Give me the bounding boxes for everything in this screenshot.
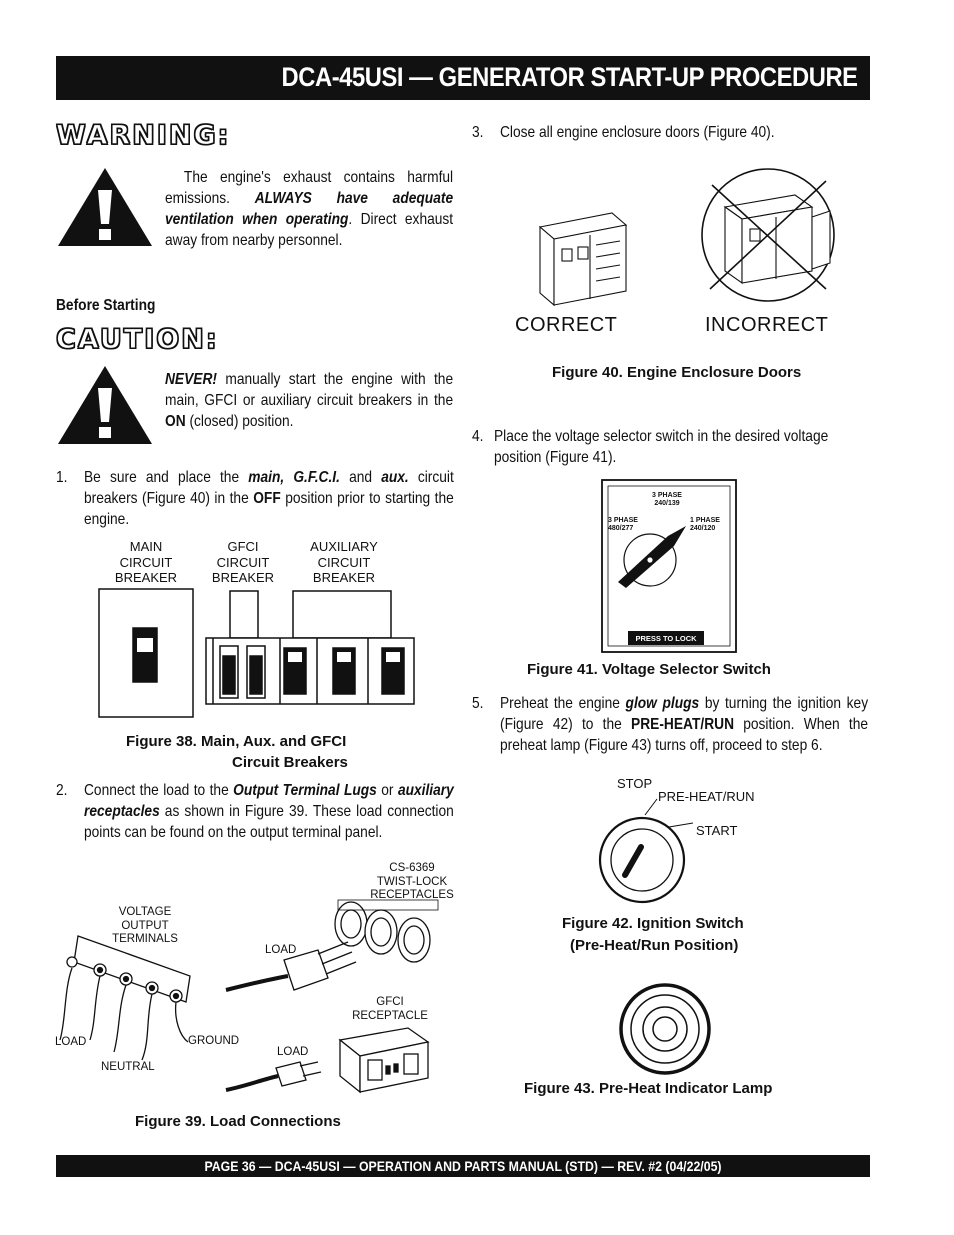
load-connections-figure [56, 890, 466, 1100]
circuit-breakers-figure [96, 586, 418, 722]
gfci-receptacle [340, 1028, 428, 1092]
fig41-right-label: 1 PHASE 240/120 [690, 517, 720, 532]
caution-heading: CAUTION: [56, 324, 219, 355]
warning-heading: WARNING: [56, 120, 231, 151]
fig42-caption-1: Figure 42. Ignition Switch [562, 915, 744, 932]
gfci-aux-breaker-bank [206, 591, 414, 704]
fig43-caption: Figure 43. Pre-Heat Indicator Lamp [524, 1080, 773, 1097]
caution-triangle-icon [56, 364, 154, 446]
fig40-correct-label: CORRECT [515, 314, 618, 336]
step-1-number: 1. [56, 469, 68, 486]
step-2-number: 2. [56, 782, 68, 799]
fig39-voltage-terminals-label: VOLTAGE OUTPUT TERMINALS [112, 906, 178, 945]
main-breaker [99, 589, 193, 717]
warning-text-1: The engine's exhaust contains harmful emissions. [165, 169, 454, 207]
warning-emphasis: ALWAYS have adequate ventilation when operating [165, 190, 454, 228]
fig38-aux-label: AUXILIARY CIRCUIT BREAKER [310, 539, 378, 585]
footer-text: PAGE 36 — DCA-45USI — OPERATION AND PARTS MANUAL (STD) — REV. #2 (04/22/05) [204, 1158, 722, 1174]
caution-text-2: (closed) position. [189, 413, 294, 430]
page-header-banner [56, 56, 870, 100]
fig41-caption: Figure 41. Voltage Selector Switch [527, 661, 771, 678]
page-title: DCA-45USI — GENERATOR START-UP PROCEDURE [281, 62, 858, 92]
fig40-caption: Figure 40. Engine Enclosure Doors [552, 364, 802, 381]
load-plug-top [226, 942, 356, 990]
fig42-start-label: START [696, 823, 738, 838]
preheat-lamp-icon [618, 983, 712, 1075]
step-2-text: Connect the load to the Output Terminal Lugs or auxiliary receptacles as shown in Figure 39. These load connection points can be found on the output terminal panel. [84, 782, 454, 841]
fig39-caption: Figure 39. Load Connections [135, 1113, 341, 1130]
fig42-preheat-run-label: PRE-HEAT/RUN [658, 789, 755, 804]
step-5-text: Preheat the engine glow plugs by turning the ignition key (Figure 42) to the PRE-HEAT/RUN position. When the preheat lamp (Figure 43) turns off, proceed to step 6. [500, 695, 869, 754]
fig42-stop-label: STOP [617, 776, 653, 791]
warning-triangle-icon [56, 166, 154, 248]
ignition-switch-icon [597, 805, 692, 903]
step-1-text: Be sure and place the main, G.F.C.I. and aux. circuit breakers (Figure 40) in the OFF position prior to starting the engine. [84, 469, 454, 528]
fig41-left-label: 3 PHASE 480/277 [608, 517, 638, 532]
fig39-load-top-label: LOAD [265, 944, 297, 956]
fig39-load-left-label: LOAD [55, 1036, 87, 1048]
enclosure-doors-figure [530, 165, 865, 310]
fig39-load-bottom-label: LOAD [277, 1046, 309, 1058]
step-3-number: 3. [472, 124, 484, 141]
load-plug-bottom [226, 1062, 321, 1090]
fig39-twist-lock-label: CS-6369 TWIST-LOCK RECEPTACLES [370, 862, 454, 901]
step-4-text: Place the voltage selector switch in the desired voltage position (Figure 41). [494, 428, 829, 466]
fig41-press-to-lock: PRESS TO LOCK [635, 634, 697, 643]
output-terminal-panel [60, 936, 190, 1060]
step-4-number: 4. [472, 428, 484, 445]
step-3-text: Close all engine enclosure doors (Figure 40). [500, 124, 775, 141]
fig42-caption-2: (Pre-Heat/Run Position) [570, 937, 739, 954]
warning-text-2: . Direct exhaust away from nearby personnel. [165, 211, 454, 249]
fig41-top-label: 3 PHASE 240/139 [652, 492, 682, 507]
enclosure-incorrect-drawing [702, 169, 834, 301]
fig38-main-label: MAIN CIRCUIT BREAKER [114, 539, 178, 585]
fig39-ground-label: GROUND [188, 1035, 240, 1047]
fig39-neutral-label: NEUTRAL [101, 1061, 155, 1073]
fig40-incorrect-label: INCORRECT [705, 314, 829, 336]
fig39-gfci-receptacle-label: GFCI RECEPTACLE [352, 996, 428, 1022]
before-starting-heading: Before Starting [56, 297, 156, 314]
enclosure-correct-drawing [540, 213, 626, 305]
caution-on: ON [165, 413, 186, 430]
caution-text-1: manually start the engine with the main, GFCI or auxiliary circuit breakers in the [165, 371, 454, 409]
caution-text [165, 369, 453, 432]
fig38-caption-1: Figure 38. Main, Aux. and GFCI [126, 733, 347, 750]
step-5-number: 5. [472, 695, 484, 712]
caution-emphasis: NEVER! [165, 371, 217, 388]
page-footer [56, 1155, 870, 1177]
warning-text [165, 167, 453, 251]
fig38-gfci-label: GFCI CIRCUIT BREAKER [211, 539, 275, 585]
fig38-caption-2: Circuit Breakers [232, 754, 348, 771]
